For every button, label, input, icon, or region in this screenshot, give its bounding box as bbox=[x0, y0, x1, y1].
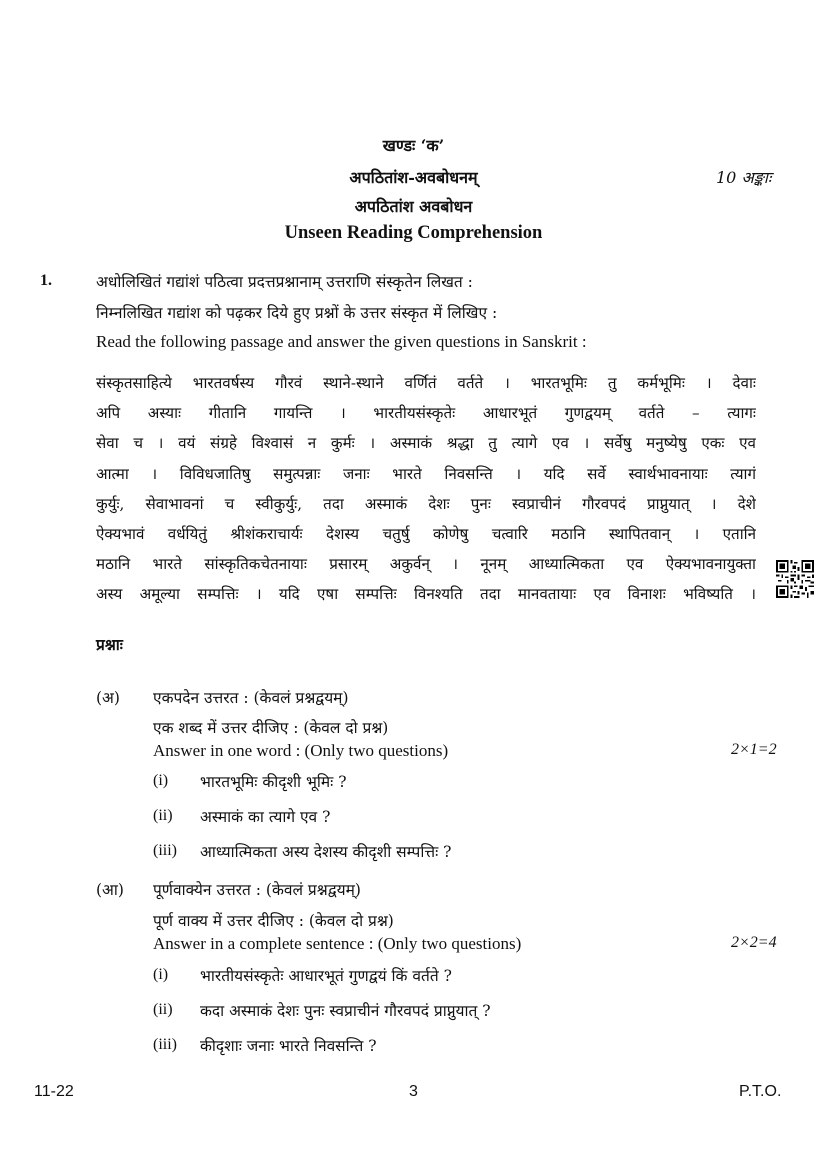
section-subtitle-english: Unseen Reading Comprehension bbox=[284, 223, 543, 243]
passage-line: मठानि भारते सांस्कृतिकचेतनायाः प्रसारम् अकुर्वन् । नूनम् आध्यात्मिकता एव ऐक्यभावनायुक्ता bbox=[96, 555, 756, 574]
part-a-item-number: (i) bbox=[153, 772, 169, 789]
part-a-instruction-hindi: एक शब्द में उत्तर दीजिए : (केवल दो प्रश्न) bbox=[153, 719, 389, 737]
passage-line: कुर्युः, सेवाभावनां च स्वीकुर्युः, तदा अस्माकं देशः पुनः स्वप्राचीनं गौरवपदं प्राप्नुयात् । देशे bbox=[96, 494, 756, 513]
part-b-instruction-english: Answer in a complete sentence : (Only two questions) bbox=[153, 934, 522, 953]
footer-page-number: 3 bbox=[409, 1083, 418, 1100]
instruction-hindi: निम्नलिखित गद्यांश को पढ़कर दिये हुए प्रश्नों के उत्तर संस्कृत में लिखिए : bbox=[96, 304, 498, 322]
part-a-item-text: अस्माकं का त्यागे एव ? bbox=[200, 808, 331, 826]
section-marks: 10 अङ्काः bbox=[716, 168, 772, 187]
question-number: 1. bbox=[40, 272, 52, 289]
footer-code: 11-22 bbox=[34, 1083, 74, 1100]
qr-code-icon bbox=[776, 560, 814, 598]
part-a-item-number: (iii) bbox=[153, 842, 177, 859]
part-b-item-text: कदा अस्माकं देशः पुनः स्वप्राचीनं गौरवपदं प्राप्नुयात् ? bbox=[200, 1002, 491, 1020]
questions-label: प्रश्नाः bbox=[96, 635, 123, 654]
passage-line: अपि अस्याः गीतानि गायन्ति । भारतीयसंस्कृतेः आधारभूतं गुणद्वयम् वर्तते – त्यागः bbox=[96, 404, 756, 423]
passage-line: संस्कृतसाहित्ये भारतवर्षस्य गौरवं स्थाने-स्थाने वर्णितं वर्तते । भारतभूमिः तु कर्मभूमिः । देवाः bbox=[96, 374, 756, 392]
part-b-label: (आ) bbox=[96, 881, 124, 899]
part-a-instruction-sanskrit: एकपदेन उत्तरत : (केवलं प्रश्नद्वयम्) bbox=[153, 689, 349, 707]
section-subtitle-hindi: अपठितांश अवबोधन bbox=[354, 197, 473, 216]
part-a-item-number: (ii) bbox=[153, 807, 173, 824]
passage-line: आत्मा । विविधजातिषु समुत्पन्नाः जनाः भारते निवसन्ति । यदि सर्वे स्वार्थभावनायाः त्यागं bbox=[96, 464, 756, 483]
part-a-instruction-english: Answer in one word : (Only two questions) bbox=[153, 741, 449, 760]
passage-line: सेवा च । वयं संग्रहे विश्वासं न कुर्मः । अस्माकं श्रद्धा तु त्यागे एव । सर्वेषु मनुष्येषु एकः एव bbox=[96, 434, 756, 453]
part-b-instruction-hindi: पूर्ण वाक्य में उत्तर दीजिए : (केवल दो प्रश्न) bbox=[153, 912, 394, 930]
section-subtitle-sanskrit: अपठितांश-अवबोधनम् bbox=[349, 168, 478, 187]
passage-line: ऐक्यभावं वर्धयितुं श्रीशंकराचार्यः देशस्य चतुर्षु कोणेषु चत्वारि मठानि स्थापितवान् । एतानि bbox=[96, 524, 756, 543]
part-a-item-text: भारतभूमिः कीदृशी भूमिः ? bbox=[200, 773, 347, 791]
part-b-item-number: (i) bbox=[153, 966, 169, 983]
passage bbox=[96, 368, 756, 610]
part-b-item-number: (ii) bbox=[153, 1001, 173, 1018]
part-a-item-text: आध्यात्मिकता अस्य देशस्य कीदृशी सम्पत्तिः ? bbox=[200, 843, 452, 861]
instruction-english: Read the following passage and answer the given questions in Sanskrit : bbox=[96, 332, 587, 351]
section-title: खण्डः ‘क’ bbox=[382, 136, 445, 155]
part-b-marks: 2×2=4 bbox=[731, 934, 777, 951]
part-b-item-text: भारतीयसंस्कृतेः आधारभूतं गुणद्वयं किं वर्तते ? bbox=[200, 967, 452, 985]
footer-pto: P.T.O. bbox=[739, 1083, 782, 1100]
part-a-marks: 2×1=2 bbox=[731, 741, 777, 758]
part-b-item-text: कीदृशाः जनाः भारते निवसन्ति ? bbox=[200, 1037, 377, 1055]
instruction-sanskrit: अधोलिखितं गद्यांशं पठित्वा प्रदत्तप्रश्नानाम् उत्तराणि संस्कृतेन लिखत : bbox=[96, 273, 473, 291]
part-b-instruction-sanskrit: पूर्णवाक्येन उत्तरत : (केवलं प्रश्नद्वयम्) bbox=[153, 881, 361, 899]
part-a-label: (अ) bbox=[96, 689, 120, 707]
passage-line: अस्य अमूल्या सम्पत्तिः । यदि एषा सम्पत्तिः विनश्यति तदा मानवतायाः एव विनाशः भविष्यति । bbox=[96, 585, 756, 604]
part-b-item-number: (iii) bbox=[153, 1036, 177, 1053]
